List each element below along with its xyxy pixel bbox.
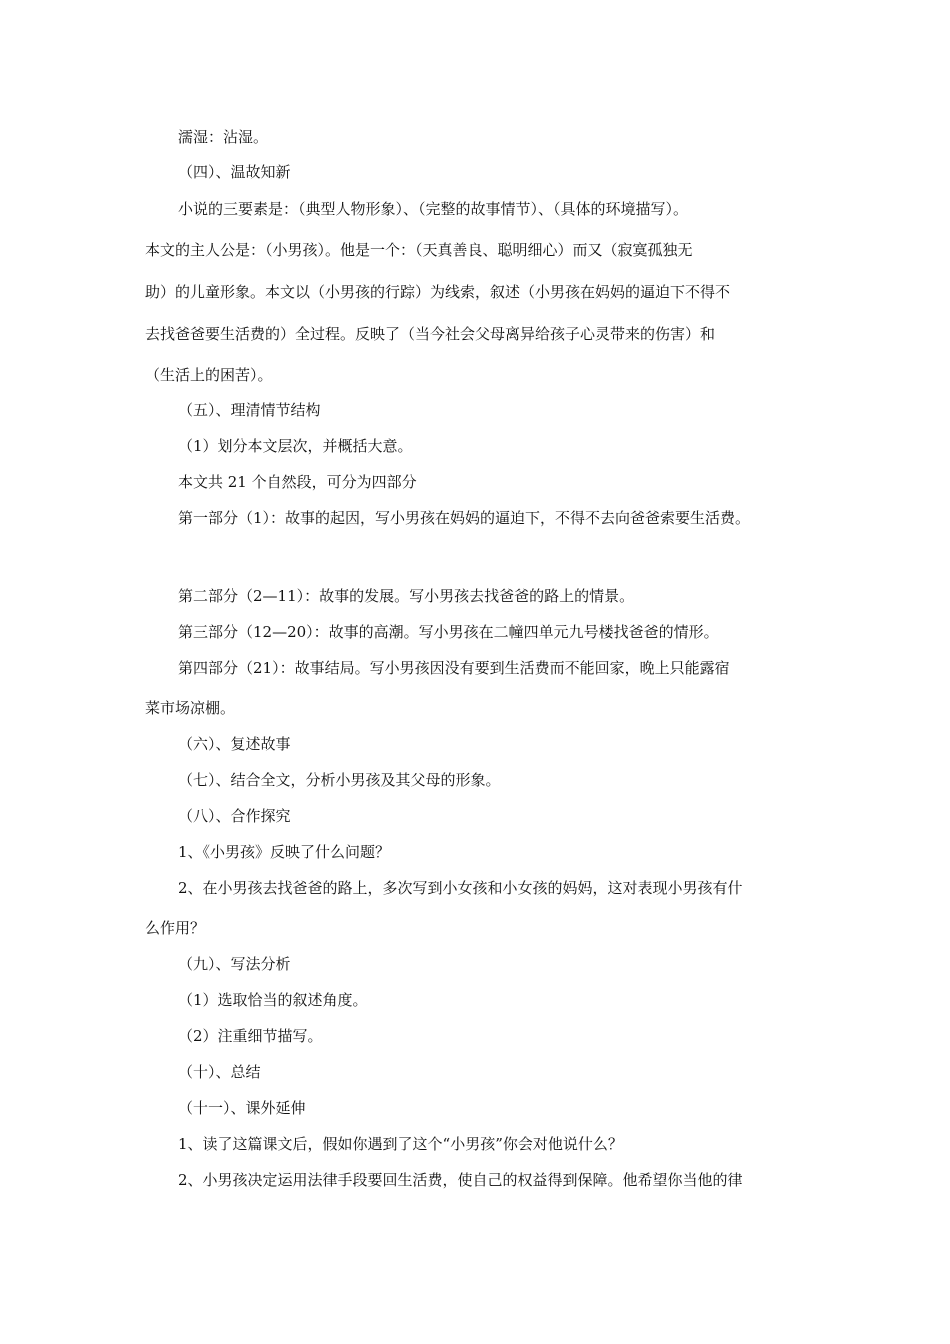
- text-line: 2、小男孩决定运用法律手段要回生活费，使自己的权益得到保障。他希望你当他的律: [178, 1171, 743, 1189]
- text-line: 第三部分（12—20）：故事的高潮。写小男孩在二幢四单元九号楼找爸爸的情形。: [178, 623, 719, 641]
- text-line: 本文的主人公是：（小男孩）。他是一个：（天真善良、聪明细心）而又（寂寞孤独无: [145, 241, 693, 259]
- text-line: 1、读了这篇课文后，假如你遇到了这个“小男孩”你会对他说什么？: [178, 1135, 623, 1153]
- section-heading: （九）、写法分析: [178, 955, 291, 973]
- section-heading: （六）、复述故事: [178, 735, 291, 753]
- text-line: 2、在小男孩去找爸爸的路上，多次写到小女孩和小女孩的妈妈，这对表现小男孩有什: [178, 879, 743, 897]
- text-line: （1）选取恰当的叙述角度。: [178, 991, 368, 1009]
- text-line: （1）划分本文层次，并概括大意。: [178, 437, 413, 455]
- text-line: 本文共 21 个自然段，可分为四部分: [178, 473, 417, 491]
- section-heading: （十一）、课外延伸: [178, 1099, 306, 1117]
- text-line: 么作用？: [145, 919, 206, 937]
- section-heading: （十）、总结: [178, 1063, 261, 1081]
- section-heading: （八）、合作探究: [178, 807, 291, 825]
- text-line: 助）的儿童形象。本文以（小男孩的行踪）为线索，叙述（小男孩在妈妈的逼迫下不得不: [145, 283, 731, 301]
- section-heading: （四）、温故知新: [178, 163, 291, 181]
- section-heading: （五）、理清情节结构: [178, 401, 321, 419]
- text-line: 小说的三要素是：（典型人物形象）、（完整的故事情节）、（具体的环境描写）。: [178, 200, 689, 218]
- text-line: 濡湿：沾湿。: [178, 128, 269, 146]
- text-line: 菜市场凉棚。: [145, 699, 236, 717]
- text-line: 第四部分（21）：故事结局。写小男孩因没有要到生活费而不能回家，晚上只能露宿: [178, 659, 730, 677]
- text-line: （2）注重细节描写。: [178, 1027, 323, 1045]
- text-line: （生活上的困苦）。: [145, 366, 273, 384]
- text-line: 去找爸爸要生活费的）全过程。反映了（当今社会父母离异给孩子心灵带来的伤害）和: [145, 325, 716, 343]
- text-line: 第二部分（2—11）：故事的发展。写小男孩去找爸爸的路上的情景。: [178, 587, 635, 605]
- section-heading: （七）、结合全文，分析小男孩及其父母的形象。: [178, 771, 501, 789]
- text-line: 第一部分（1）：故事的起因，写小男孩在妈妈的逼迫下，不得不去向爸爸索要生活费。: [178, 509, 751, 527]
- text-line: 1、《小男孩》反映了什么问题？: [178, 843, 391, 861]
